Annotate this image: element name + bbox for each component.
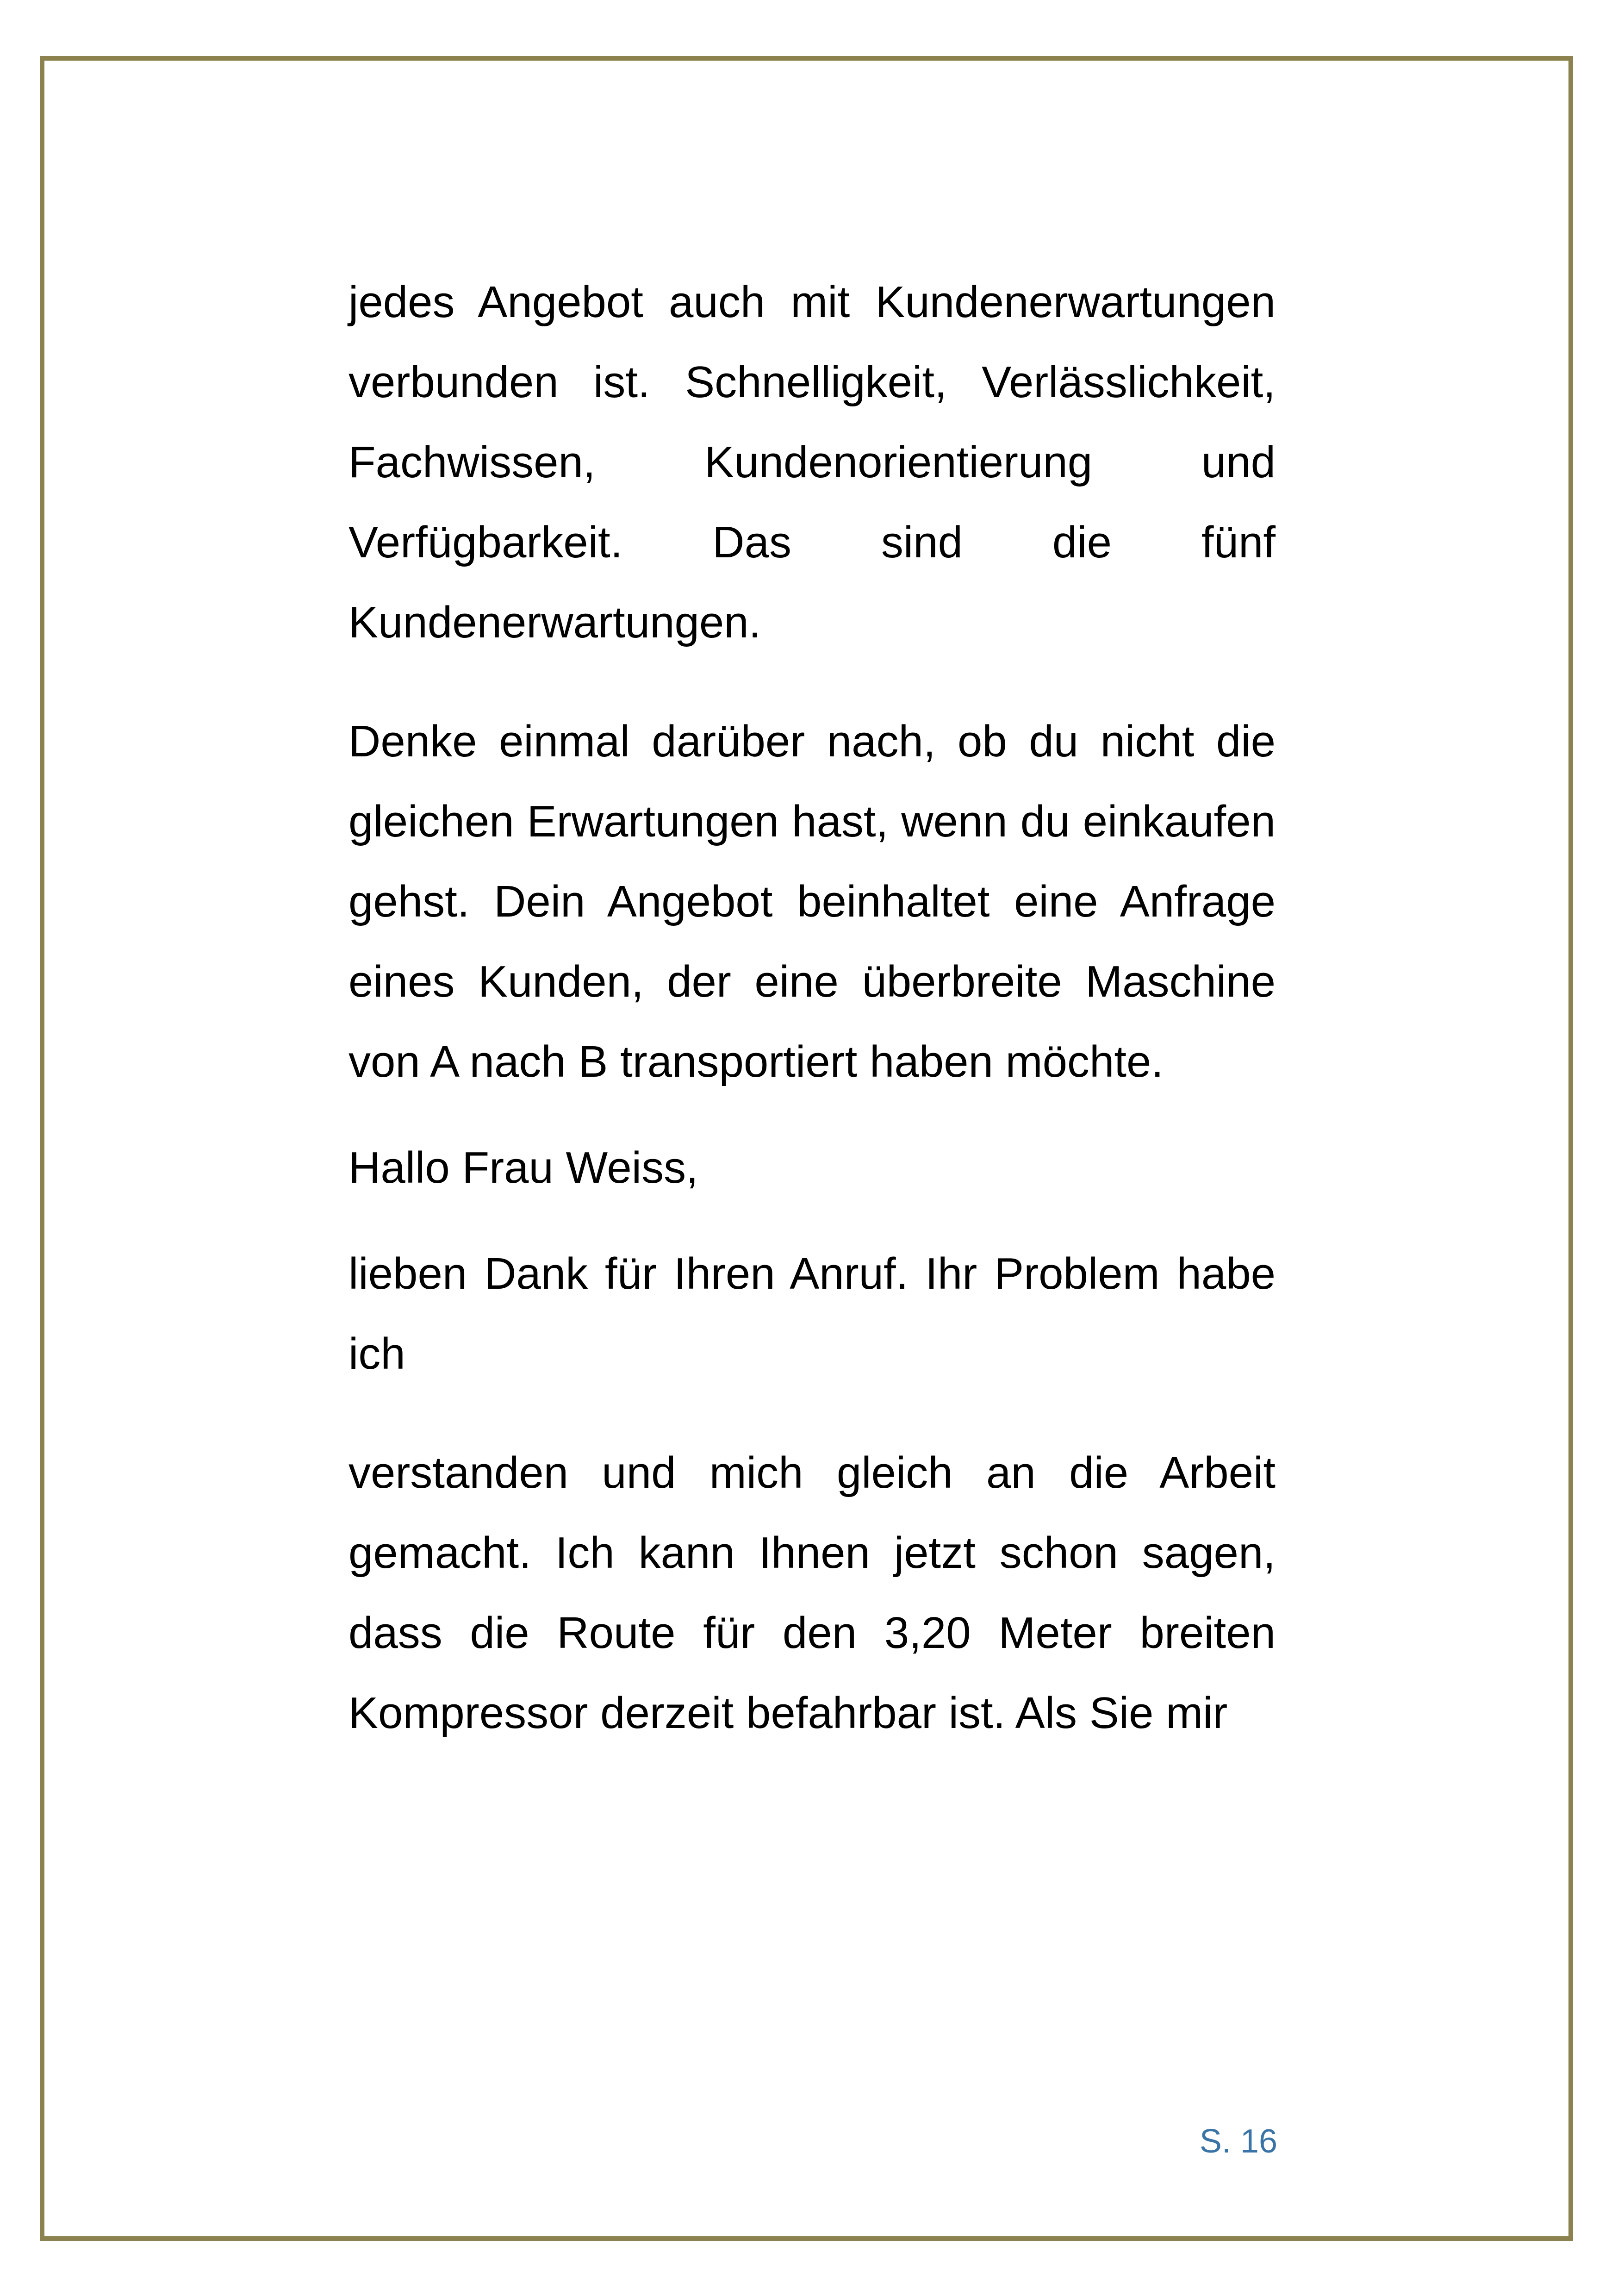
letter-paragraph-thanks: lieben Dank für Ihren Anruf. Ihr Problem habe ich — [348, 1249, 1276, 1379]
body-text — [348, 262, 1276, 1792]
letter-salutation: Hallo Frau Weiss, — [348, 1143, 698, 1192]
letter-paragraph-route: verstanden und mich gleich an die Arbeit gemacht. Ich kann Ihnen jetzt schon sagen, dass die Route für den 3,20 Meter breiten Kompressor derzeit befahrbar ist. Als Sie mir — [348, 1448, 1276, 1738]
paragraph-customer-expectations: jedes Angebot auch mit Kundenerwartungen verbunden ist. Schnelligkeit, Verlässlichkeit, Fachwissen, Kundenorientierung und Verfügbarkeit. Das sind die fünf Kundenerwartungen. — [348, 277, 1276, 647]
page-number: S. 16 — [1199, 2123, 1277, 2160]
paragraph-reflection: Denke einmal darüber nach, ob du nicht die gleichen Erwartungen hast, wenn du einkaufen gehst. Dein Angebot beinhaltet eine Anfrage eines Kunden, der eine überbreite Maschine von A nach B transportiert haben möchte. — [348, 717, 1276, 1086]
